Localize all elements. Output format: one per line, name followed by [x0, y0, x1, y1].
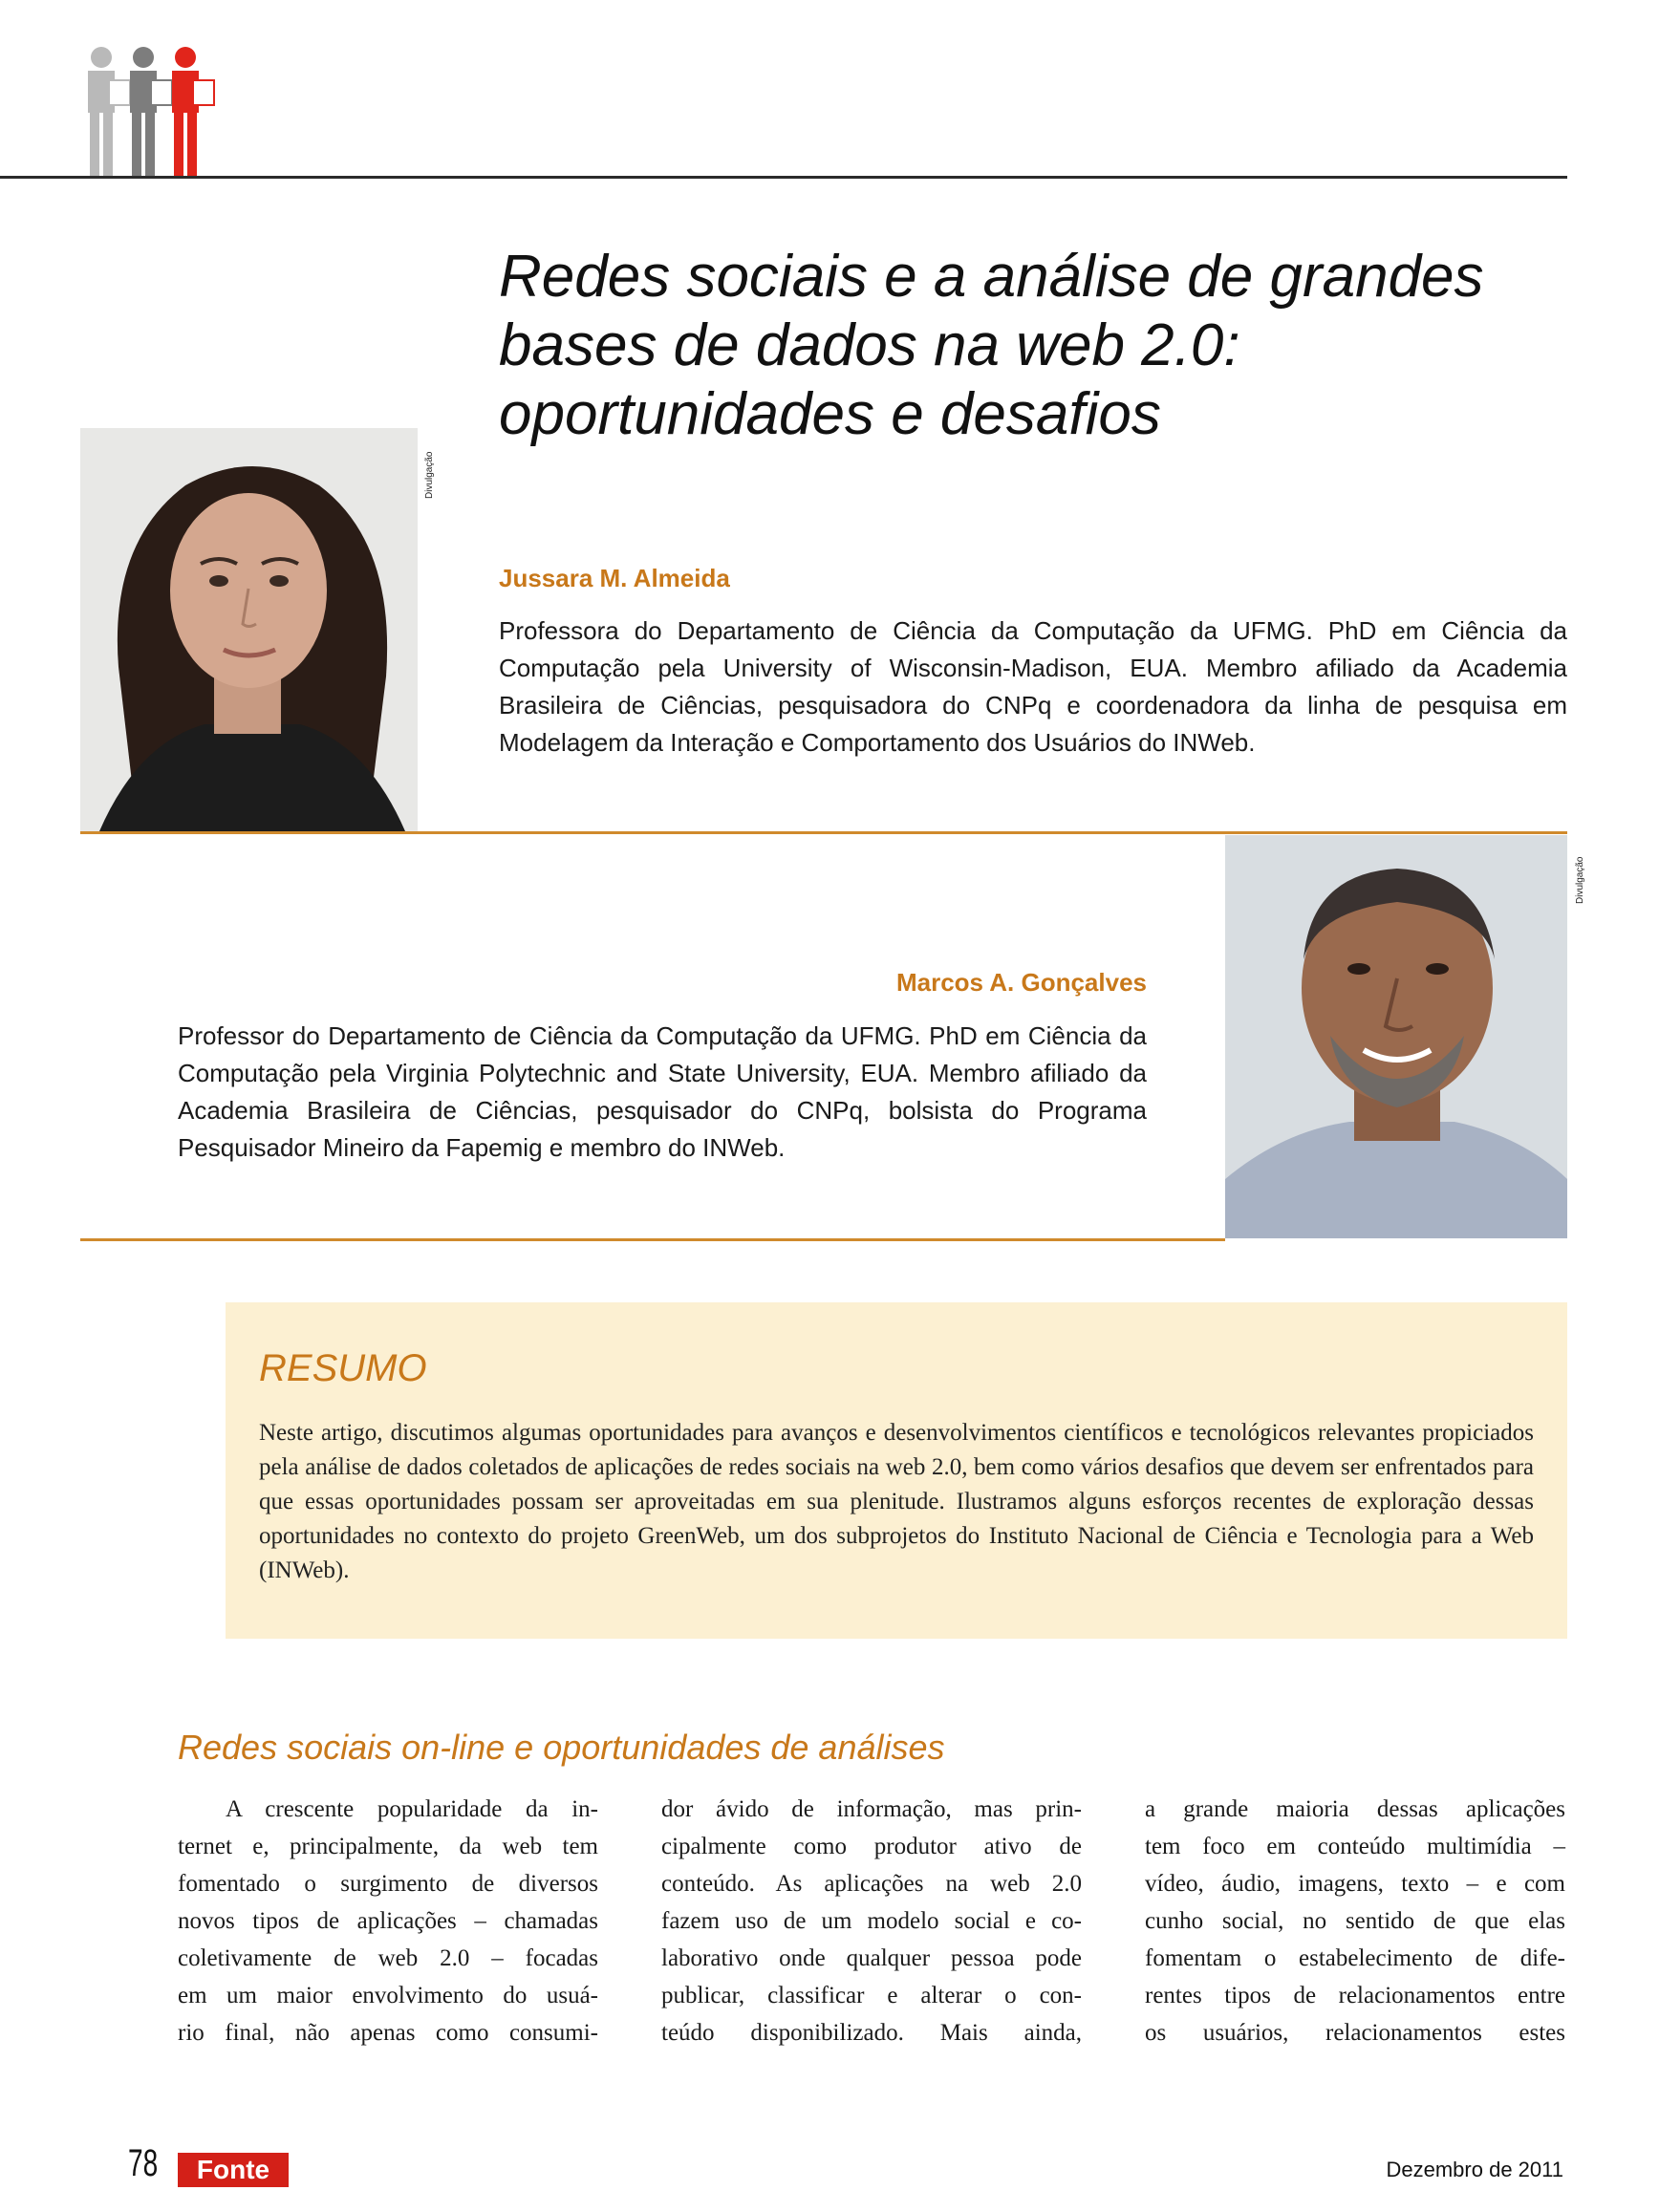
text-line: rentes tipos de relacionamentos entre [1145, 1983, 1565, 2008]
text-column [1145, 1791, 1565, 2051]
text-line: fomentam o estabelecimento de dife- [1145, 1945, 1565, 1971]
author-name: Jussara M. Almeida [499, 564, 730, 592]
section-heading: Redes sociais on-line e oportunidades de análises [178, 1728, 945, 1767]
text-line: rio final, não apenas como consumi- [178, 2020, 598, 2046]
author-photo-jussara [80, 428, 418, 831]
header-rule [0, 176, 1567, 179]
title-line: Redes sociais e a análise de grandes [499, 244, 1484, 310]
text-line: tem foco em conteúdo multimídia – [1145, 1834, 1565, 1859]
text-column [661, 1791, 1082, 2051]
title-line: bases de dados na web 2.0: [499, 312, 1240, 378]
people-figures-icon [80, 44, 224, 178]
issue-date: Dezembro de 2011 [1386, 2158, 1563, 2181]
title-line: oportunidades e desafios [499, 381, 1161, 447]
text-line: fazem uso de um modelo social e co- [661, 1908, 1082, 1934]
text-line: os usuários, relacionamentos estes [1145, 2020, 1565, 2046]
article-title [499, 243, 1550, 449]
text-line: conteúdo. As aplicações na web 2.0 [661, 1871, 1082, 1897]
photo-credit: Divulgação [424, 451, 435, 499]
abstract-text: Neste artigo, discutimos algumas oportunidades para avanços e desenvolvimentos científicos e tecnológicos relevantes propiciados pela análise de dados coletados de aplicações de redes sociais na web 2.0, bem como vários desafios que devem ser enfrentados para que essas oportunidades possam ser aproveitadas em sua plenitude. Ilustramos alguns esforços recentes de exploração dessas oportunidades no contexto do projeto GreenWeb, um dos subprojetos do Instituto Nacional de Ciência e Tecnologia para a Web (INWeb). [259, 1420, 1534, 1583]
author-photo-marcos [1225, 835, 1567, 1238]
text-column [178, 1791, 598, 2051]
author-divider [80, 1238, 1225, 1241]
photo-credit: Divulgação [1575, 856, 1585, 904]
text-line: publicar, classificar e alterar o con- [661, 1983, 1082, 2008]
text-line: em um maior envolvimento do usuá- [178, 1983, 598, 2008]
author-bio: Professor do Departamento de Ciência da Computação da UFMG. PhD em Ciência da Computação pela Virginia Polytechnic and State University, EUA. Membro afiliado da Academia Brasileira de Ciências, pesquisador do CNPq, bolsista do Programa Pesquisador Mineiro da Fapemig e membro do INWeb. [178, 1021, 1147, 1162]
text-line: ternet e, principalmente, da web tem [178, 1834, 598, 1859]
text-line: dor ávido de informação, mas prin- [661, 1796, 1082, 1822]
text-line: a grande maioria dessas aplicações [1145, 1796, 1565, 1822]
text-line: novos tipos de aplicações – chamadas [178, 1908, 598, 1934]
author-divider [80, 831, 1567, 834]
page-number: 78 [128, 2142, 159, 2184]
text-line: teúdo disponibilizado. Mais ainda, [661, 2020, 1082, 2046]
text-line: vídeo, áudio, imagens, texto – e com [1145, 1871, 1565, 1897]
author-name: Marcos A. Gonçalves [895, 968, 1147, 997]
text-line: cipalmente como produtor ativo de [661, 1834, 1082, 1859]
brand-name: Fonte [196, 2155, 270, 2184]
author-bio: Professora do Departamento de Ciência da Computação da UFMG. PhD em Ciência da Computação pela University of Wisconsin-Madison, EUA. Membro afiliado da Academia Brasileira de Ciências, pesquisadora do CNPq e coordenadora da linha de pesquisa em Modelagem da Interação e Comportamento dos Usuários do INWeb. [499, 616, 1567, 757]
text-line: laborativo onde qualquer pessoa pode [661, 1945, 1082, 1971]
text-line: coletivamente de web 2.0 – focadas [178, 1945, 598, 1971]
text-line: cunho social, no sentido de que elas [1145, 1908, 1565, 1934]
text-line: fomentado o surgimento de diversos [178, 1871, 598, 1897]
abstract-title: RESUMO [259, 1347, 427, 1389]
text-line: A crescente popularidade da in- [226, 1796, 598, 1822]
